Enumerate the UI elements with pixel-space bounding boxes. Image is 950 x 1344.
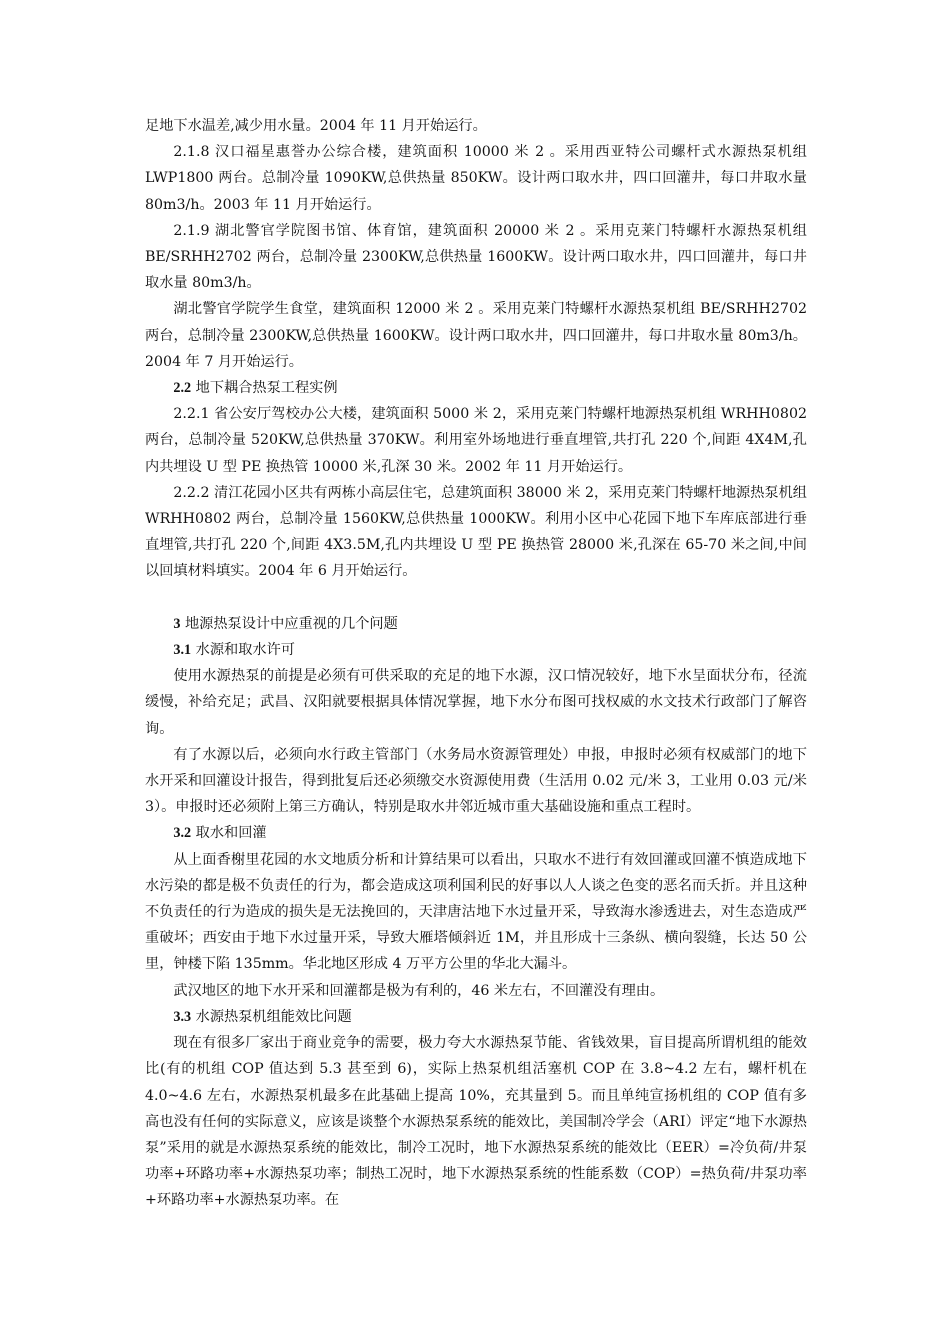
section-title: 取水和回灌 — [191, 825, 267, 842]
paragraph-permit: 有了水源以后，必须向水行政主管部门（水务局水资源管理处）申报，申报时必须有权威部门的地下水开采和回灌设计报告，得到批复后还必须缴交水资源使用费（生活用 0.02 元/米 3，工业用 0.03 元/米 3）。申报时还必须附上第三方确认，特别是取水井邻近城市重大基础设施和重点工程时。 — [145, 746, 807, 816]
paragraph-wuhan: 武汉地区的地下水开采和回灌都是极为有利的，46 米左右，不回灌没有理由。 — [173, 982, 665, 999]
paragraph-2-1-8: 2.1.8 汉口福星惠誉办公综合楼，建筑面积 10000 米 2 。采用西亚特公司螺杆式水源热泵机组 LWP1800 两台。总制冷量 1090KW,总供热量 850KW。设计两口取水井，四口回灌井，每口井取水量 80m3/h。2003 年 11 月开始运行。 — [145, 144, 807, 213]
paragraph-2-2-2: 2.2.2 清江花园小区共有两栋小高层住宅，总建筑面积 38000 米 2，采用克莱门特螺杆地源热泵机组 WRHH0802 两台，总制冷量 1560KW,总供热量 1000KW。利用小区中心花园下地下车库底部进行垂直埋管,共打孔 220 个,间距 4X3.5M,孔内共埋设 U 型 PE 换热管 28000 米,孔深在 65-70 米之间,中间以回填材料填实。2004 年 6 月开始运行。 — [145, 484, 807, 580]
paragraph-continuation: 足地下水温差,减少用水量。2004 年 11 月开始运行。 — [145, 118, 487, 134]
section-heading-3-1 — [145, 637, 807, 663]
section-number: 3.1 — [173, 642, 192, 659]
section-title: 水源和取水许可 — [191, 642, 295, 659]
section-heading-3 — [145, 611, 807, 637]
section-heading-3-2 — [145, 820, 807, 846]
paragraph-cop: 现在有很多厂家出于商业竞争的需要，极力夸大水源热泵节能、省钱效果，盲目提高所谓机组的能效比(有的机组 COP 值达到 5.3 甚至到 6)，实际上热泵机组活塞机 COP 在 3.8~4.2 左右，螺杆机在 4.0~4.6 左右，水源热泵机最多在此基础上提高 10%，充其量到 5。而且单纯宣扬机组的 COP 值有多高也没有任何的实际意义，应该是谈整个水源热泵系统的能效比，美国制冷学会（ARI）评定“地下水源热泵”采用的就是水源热泵系统的能效比，制冷工况时，地下水源热泵系统的能效比（EER）=冷负荷/井泵功率+环路功率+水源热泵功率；制热工况时，地下水源热泵系统的性能系数（COP）=热负荷/井泵功率+环路功率+水源热泵功率。在 — [145, 1035, 807, 1209]
blank-line — [145, 585, 807, 611]
paragraph-2-2-1: 2.2.1 省公安厅驾校办公大楼，建筑面积 5000 米 2，采用克莱门特螺杆地源热泵机组 WRHH0802 两台，总制冷量 520KW,总供热量 370KW。利用室外场地进行垂直埋管,共打孔 220 个,间距 4X4M,孔内共埋设 U 型 PE 换热管 10000 米,孔深 30 米。2002 年 11 月开始运行。 — [145, 406, 807, 475]
paragraph-recharge: 从上面香榭里花园的水文地质分析和计算结果可以看出，只取水不进行有效回灌或回灌不慎造成地下水污染的都是极不负责任的行为，都会造成这项利国利民的好事以人人谈之色变的恶名而夭折。并且这种不负责任的行为造成的损失是无法挽回的，天津唐沽地下水过量开采，导致海水渗透进去，对生态造成严重破坏；西安由于地下水过量开采，导致大雁塔倾斜近 1M，并且形成十三条纵、横向裂缝，长达 50 公里，钟楼下陷 135mm。华北地区形成 4 万平方公里的华北大漏斗。 — [145, 851, 807, 973]
paragraph-2-1-9: 2.1.9 湖北警官学院图书馆、体育馆，建筑面积 20000 米 2 。采用克莱门特螺杆水源热泵机组 BE/SRHH2702 两台，总制冷量 2300KW,总供热量 1600KW。设计两口取水井，四口回灌井，每口井取水量 80m3/h。 — [145, 222, 807, 292]
section-number: 3.3 — [173, 1008, 192, 1025]
section-number: 3 — [173, 615, 181, 632]
section-title: 地下耦合热泵工程实例 — [191, 380, 338, 397]
section-title: 地源热泵设计中应重视的几个问题 — [180, 615, 398, 632]
section-title: 水源热泵机组能效比问题 — [191, 1008, 352, 1025]
paragraph-canteen: 湖北警官学院学生食堂，建筑面积 12000 米 2 。采用克莱门特螺杆水源热泵机组 BE/SRHH2702 两台，总制冷量 2300KW,总供热量 1600KW。设计两口取水井，四口回灌井，每口井取水量 80m3/h。2004 年 7 月开始运行。 — [145, 301, 807, 370]
section-number: 2.2 — [173, 380, 192, 397]
document-body — [145, 113, 807, 1214]
section-heading-3-3 — [145, 1004, 807, 1030]
paragraph-water-source: 使用水源热泵的前提是必须有可供采取的充足的地下水源，汉口情况较好，地下水呈面状分布，径流缓慢，补给充足；武昌、汉阳就要根据具体情况掌握，地下水分布图可找权威的水文技术行政部门了解咨询。 — [145, 668, 807, 737]
section-heading-2-2 — [145, 375, 807, 401]
section-number: 3.2 — [173, 825, 192, 842]
